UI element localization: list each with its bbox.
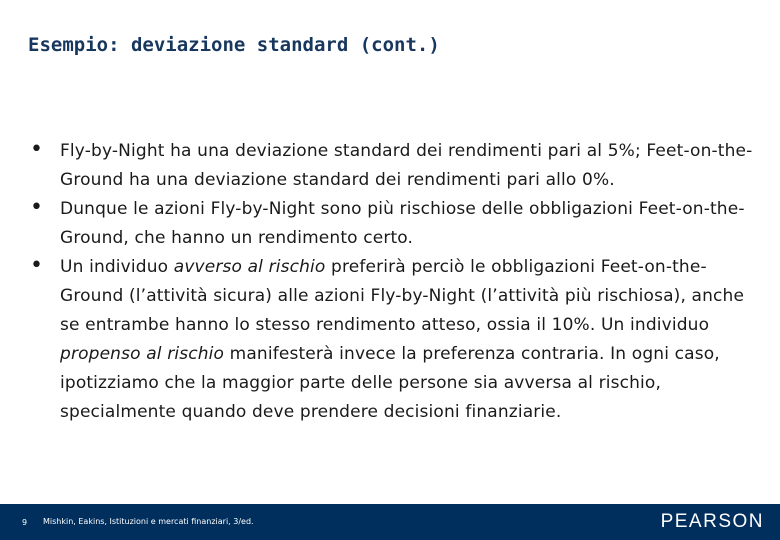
pearson-logo: PEARSON bbox=[660, 511, 764, 532]
risk-averse-term: avverso al rischio bbox=[173, 257, 326, 277]
footer-citation: Mishkin, Eakins, Istituzioni e mercati finanziari, 3/ed. bbox=[43, 517, 254, 526]
bullet-1-text: Fly-by-Night ha una deviazione standard dei rendimenti pari al 5%; Feet-on-the-Ground ha una deviazione standard dei rendimenti pari allo 0%. bbox=[60, 141, 753, 190]
bullet-2-text: Dunque le azioni Fly-by-Night sono più rischiose delle obbligazioni Feet-on-the-Ground, che hanno un rendimento certo. bbox=[60, 199, 745, 248]
bullet-point-icon: • bbox=[30, 137, 44, 162]
bullet-list bbox=[28, 137, 768, 427]
bullet-item-1 bbox=[28, 137, 768, 195]
slide-title: Esempio: deviazione standard (cont.) bbox=[28, 34, 440, 56]
bullet-3-text-part-3: manifesterà invece la preferenza contraria. In ogni caso, ipotizziamo che la maggior parte delle persone sia avversa al rischio, specialmente quando deve prendere decisioni finanziarie. bbox=[60, 344, 720, 422]
footer-bar bbox=[0, 504, 780, 540]
risk-lover-term: propenso al rischio bbox=[60, 344, 225, 364]
bullet-3-text-part-1: Un individuo bbox=[60, 257, 174, 277]
bullet-item-3 bbox=[28, 253, 768, 427]
page-number: 9 bbox=[22, 518, 28, 527]
bullet-3-text-part-2: preferirà perciò le obbligazioni Feet-on-the-Ground (l’attività sicura) alle azioni Fly-by-Night (l’attività più rischiosa), anche se entrambe hanno lo stesso rendimento atteso, ossia il 10%. Un individuo bbox=[60, 257, 745, 335]
bullet-point-icon: • bbox=[30, 253, 44, 278]
bullet-item-2 bbox=[28, 195, 768, 253]
bullet-point-icon: • bbox=[30, 195, 44, 220]
